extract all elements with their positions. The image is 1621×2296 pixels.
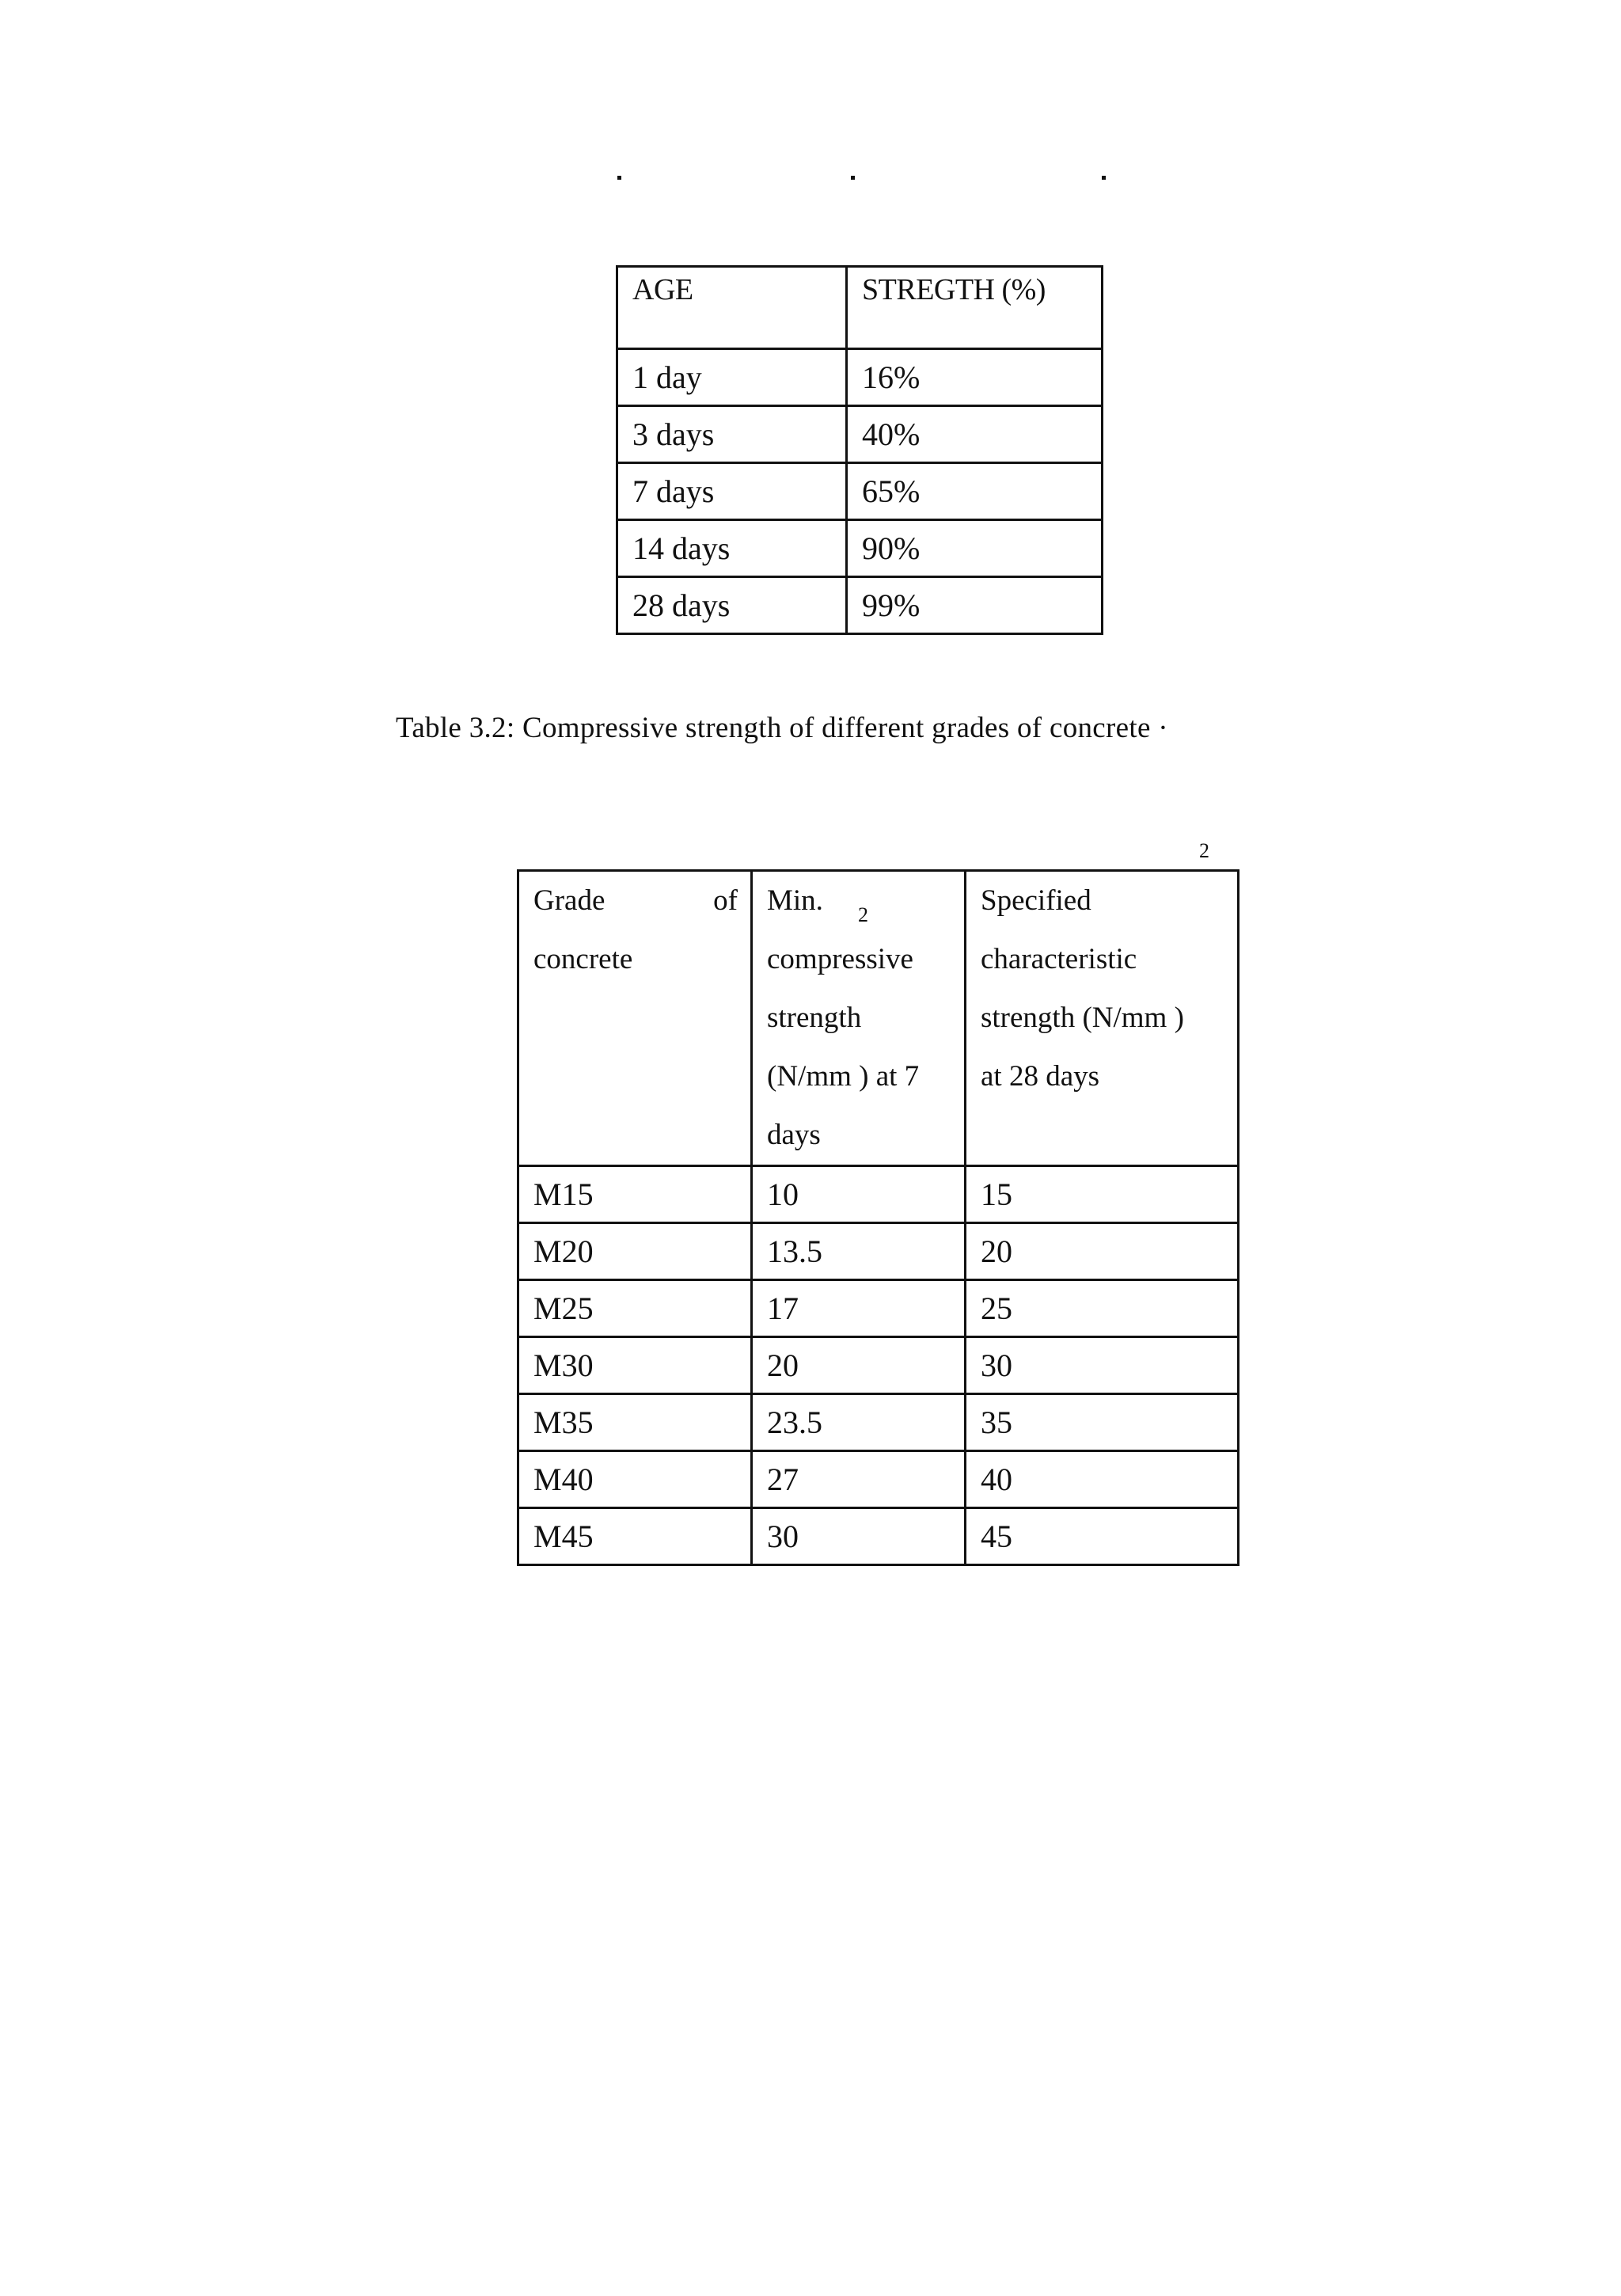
cell-min-strength: 13.5 <box>752 1223 966 1280</box>
table-row <box>617 577 1103 634</box>
cell-min-strength: 10 <box>752 1166 966 1223</box>
cell-grade: M30 <box>518 1337 752 1394</box>
table-row <box>518 1451 1239 1508</box>
header-min-line-4: (N/mm ) at 7 <box>767 1060 920 1093</box>
cell-grade: M40 <box>518 1451 752 1508</box>
header-spec-line-2: characteristic <box>981 943 1137 975</box>
header-min-superscript: 2 <box>858 903 868 926</box>
table-row <box>518 1280 1239 1337</box>
table-row <box>518 1508 1239 1565</box>
header-min-line-3: strength <box>767 1002 862 1034</box>
table-row <box>617 406 1103 463</box>
cell-min-strength: 27 <box>752 1451 966 1508</box>
cell-grade: M45 <box>518 1508 752 1565</box>
dot-mark-2 <box>851 176 855 180</box>
header-min-line-1 <box>767 872 964 930</box>
cell-specified-strength: 35 <box>966 1394 1239 1451</box>
age-strength-table <box>616 265 1103 635</box>
header-min-strength <box>752 871 966 1166</box>
cell-grade: M15 <box>518 1166 752 1223</box>
cell-strength: 99% <box>847 577 1103 634</box>
cell-strength: 16% <box>847 349 1103 406</box>
cell-min-strength: 23.5 <box>752 1394 966 1451</box>
header-spec-line-1: Specified <box>981 884 1091 917</box>
header-min-line-2: compressive <box>767 943 913 975</box>
header-grade-word: of <box>713 884 738 917</box>
header-grade-line-1 <box>533 872 750 930</box>
cell-age: 28 days <box>617 577 847 634</box>
cell-strength: 40% <box>847 406 1103 463</box>
header-strength: STREGTH (%) <box>847 267 1103 349</box>
cell-grade: M35 <box>518 1394 752 1451</box>
table-row <box>617 463 1103 520</box>
table-row <box>518 1394 1239 1451</box>
cell-grade: M20 <box>518 1223 752 1280</box>
table-caption: Table 3.2: Compressive strength of different grades of concrete · <box>396 712 1168 744</box>
table-row <box>518 1223 1239 1280</box>
cell-specified-strength: 45 <box>966 1508 1239 1565</box>
grade-strength-table <box>517 869 1239 1566</box>
superscript-marker: 2 <box>1199 839 1209 862</box>
header-specified-strength <box>966 871 1239 1166</box>
header-grade <box>518 871 752 1166</box>
cell-specified-strength: 30 <box>966 1337 1239 1394</box>
table-header-row <box>617 267 1103 349</box>
dot-mark-3 <box>1102 176 1106 180</box>
cell-grade: M25 <box>518 1280 752 1337</box>
header-age: AGE <box>617 267 847 349</box>
cell-age: 1 day <box>617 349 847 406</box>
cell-age: 14 days <box>617 520 847 577</box>
cell-strength: 90% <box>847 520 1103 577</box>
table-row <box>518 1337 1239 1394</box>
header-grade-word: Grade <box>533 884 606 917</box>
header-min-line-5: days <box>767 1119 821 1151</box>
cell-specified-strength: 20 <box>966 1223 1239 1280</box>
cell-age: 3 days <box>617 406 847 463</box>
table-row <box>617 520 1103 577</box>
cell-age: 7 days <box>617 463 847 520</box>
cell-strength: 65% <box>847 463 1103 520</box>
table-row <box>518 1166 1239 1223</box>
cell-min-strength: 20 <box>752 1337 966 1394</box>
table-row <box>617 349 1103 406</box>
cell-specified-strength: 25 <box>966 1280 1239 1337</box>
dot-mark-1 <box>617 176 621 180</box>
header-grade-line-2: concrete <box>533 943 633 975</box>
cell-specified-strength: 15 <box>966 1166 1239 1223</box>
cell-min-strength: 17 <box>752 1280 966 1337</box>
table-header-row <box>518 871 1239 1166</box>
header-spec-line-4: at 28 days <box>981 1060 1100 1093</box>
cell-specified-strength: 40 <box>966 1451 1239 1508</box>
cell-min-strength: 30 <box>752 1508 966 1565</box>
header-spec-line-3: strength (N/mm ) <box>981 1002 1184 1034</box>
header-min-word: Min. <box>767 884 823 917</box>
